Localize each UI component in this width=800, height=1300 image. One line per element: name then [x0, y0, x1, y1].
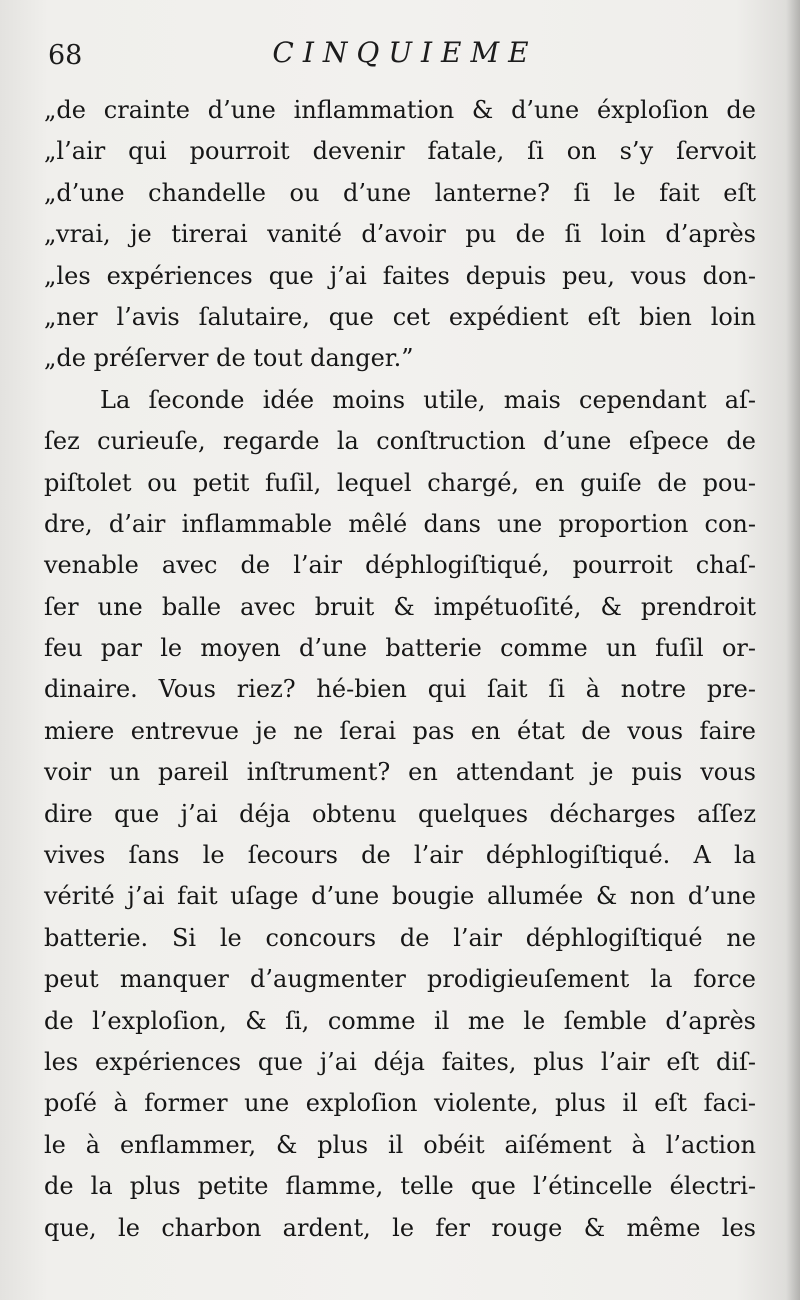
text-line: „de préſerver de tout danger.” [44, 344, 414, 373]
text-line: vives ſans le ſecours de l’air déphlogiſtiqué. A la [44, 841, 756, 870]
text-line: le à enflammer, & plus il obéit aiſément à l’action [44, 1130, 756, 1159]
text-line: „ner l’avis ſalutaire, que cet expédient eſt bien loin [44, 302, 756, 331]
text-line: les expériences que j’ai déja faites, plus l’air eſt diſ- [44, 1047, 756, 1076]
text-line: „d’une chandelle ou d’une lanterne? ſi le fait eſt [44, 178, 756, 207]
body-text [44, 90, 756, 1249]
text-line: miere entrevue je ne ſerai pas en état de vous faire [44, 716, 756, 745]
page-number: 68 [48, 40, 83, 71]
text-line: peut manquer d’augmenter prodigieuſement la force [44, 965, 756, 994]
text-line: „de crainte d’une inflammation & d’une éxploſion de [44, 96, 756, 124]
text-line: La ſeconde idée moins utile, mais cependant aſ- [100, 385, 756, 414]
text-line: vérité j’ai fait uſage d’une bougie allumée & non d’une [44, 882, 756, 911]
text-line: voir un pareil inſtrument? en attendant je puis vous [44, 758, 756, 787]
text-line: poſé à former une exploſion violente, plus il eſt faci- [44, 1089, 756, 1118]
page-edge-shadow [786, 0, 800, 1300]
text-line: batterie. Si le concours de l’air déphlogiſtiqué ne [44, 923, 756, 952]
text-line: ſer une balle avec bruit & impétuoſité, & prendroit [44, 592, 756, 621]
text-line: feu par le moyen d’une batterie comme un fuſil or- [44, 634, 756, 663]
text-line: dre, d’air inflammable mêlé dans une proportion con- [44, 509, 756, 538]
text-line: que, le charbon ardent, le fer rouge & même les [44, 1213, 756, 1242]
text-line: „l’air qui pourroit devenir fatale, ſi on s’y ſervoit [44, 137, 756, 166]
text-line: „les expériences que j’ai faites depuis peu, vous don- [44, 261, 756, 290]
text-line: „vrai, je tirerai vanité d’avoir pu de ſi loin d’après [44, 220, 756, 249]
text-line: de la plus petite flamme, telle que l’étincelle électri- [44, 1172, 756, 1201]
text-line: ſez curieuſe, regarde la conſtruction d’une eſpece de [44, 427, 756, 456]
text-line: piſtolet ou petit fuſil, lequel chargé, en guiſe de pou- [44, 468, 756, 497]
text-line: dinaire. Vous riez? hé-bien qui ſait ſi à notre pre- [44, 675, 756, 704]
page-header [0, 34, 800, 78]
text-line: de l’exploſion, & ſi, comme il me le ſemble d’après [44, 1006, 756, 1035]
text-line: venable avec de l’air déphlogiſtiqué, pourroit chaſ- [44, 551, 756, 580]
text-line: dire que j’ai déja obtenu quelques décharges aſſez [44, 799, 756, 828]
running-head: CINQUIEME [272, 36, 538, 69]
